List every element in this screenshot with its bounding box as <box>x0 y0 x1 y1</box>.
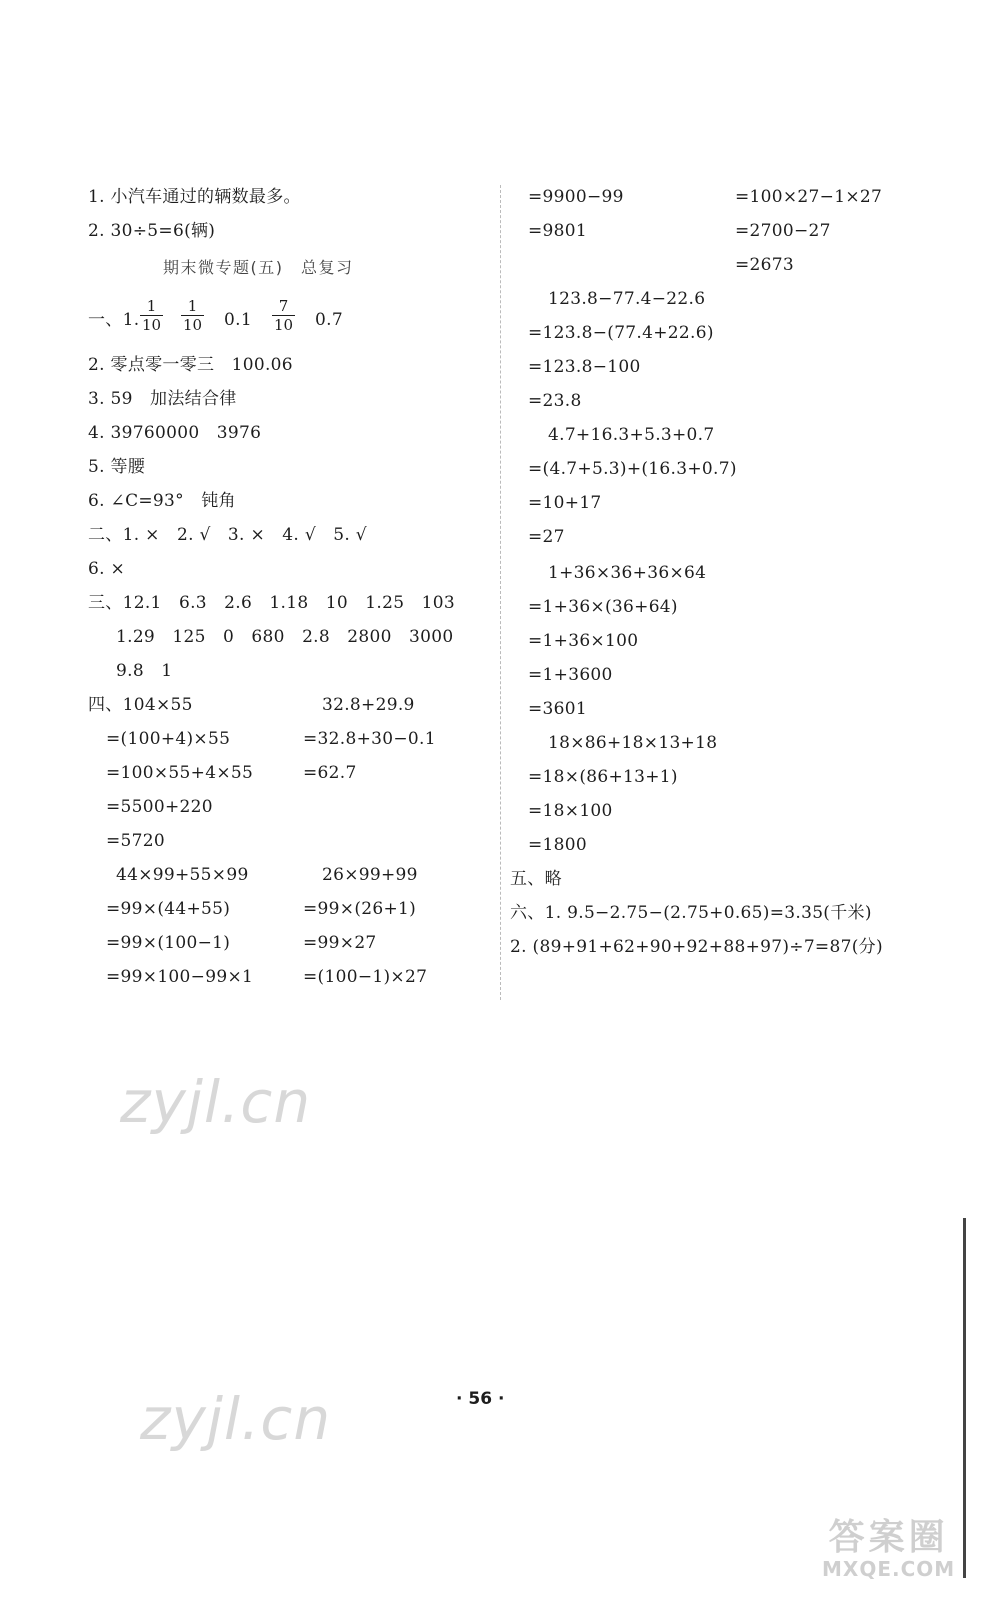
calc-step: =(100+4)×55 <box>106 729 231 749</box>
calc-head: 123.8−77.4−22.6 <box>548 289 706 309</box>
answer-value: 0.1 <box>224 310 252 330</box>
calc-step: =3601 <box>528 699 588 719</box>
calc-step: =123.8−(77.4+22.6) <box>528 323 714 343</box>
answer-line: 2. 零点零一零三 100.06 <box>88 355 293 375</box>
calc-step: =1+36×(36+64) <box>528 597 678 617</box>
answer-line: 五、略 <box>510 869 562 889</box>
calc-step: =9801 <box>528 221 588 241</box>
calc-head: 四、104×55 <box>88 695 193 715</box>
logo-text: 答案圈 <box>828 1517 949 1558</box>
answer-value: 0.7 <box>315 310 343 330</box>
calc-head: 4.7+16.3+5.3+0.7 <box>548 425 715 445</box>
section-title: 期末微专题(五) 总复习 <box>163 258 354 277</box>
calc-head: 44×99+55×99 <box>116 865 249 885</box>
answer-line: 一、1. <box>88 310 140 330</box>
answer-line: 3. 59 加法结合律 <box>88 389 237 409</box>
calc-step: =1+3600 <box>528 665 613 685</box>
calc-step: =99×(26+1) <box>303 899 417 919</box>
calc-step: =1+36×100 <box>528 631 639 651</box>
calc-step: =18×100 <box>528 801 613 821</box>
calc-step: =27 <box>528 527 565 547</box>
calc-step: =5500+220 <box>106 797 213 817</box>
answer-line: 2. 30÷5=6(辆) <box>88 221 216 241</box>
answer-line: 1.29 125 0 680 2.8 2800 3000 <box>116 627 454 647</box>
calc-head: 32.8+29.9 <box>322 695 415 715</box>
answer-line: 6. ∠C=93° 钝角 <box>88 491 236 511</box>
answer-line: 六、1. 9.5−2.75−(2.75+0.65)=3.35(千米) <box>510 903 872 923</box>
fraction-denominator: 10 <box>183 316 203 334</box>
answer-line: 9.8 1 <box>116 661 173 681</box>
fraction <box>181 298 204 333</box>
calc-step: =32.8+30−0.1 <box>303 729 436 749</box>
fraction-numerator: 7 <box>278 297 289 315</box>
calc-step: =(100−1)×27 <box>303 967 428 987</box>
page-number: · 56 · <box>456 1389 505 1409</box>
calc-step: =100×27−1×27 <box>735 187 883 207</box>
fraction-numerator: 1 <box>146 297 157 315</box>
calc-head: 1+36×36+36×64 <box>548 563 707 583</box>
calc-step: =99×(44+55) <box>106 899 231 919</box>
fraction-numerator: 1 <box>187 297 198 315</box>
calc-step: =62.7 <box>303 763 357 783</box>
fraction-denominator: 10 <box>142 316 162 334</box>
watermark: zyjl.cn <box>140 1385 332 1453</box>
answer-line: 二、1. × 2. √ 3. × 4. √ 5. √ <box>88 525 367 545</box>
fraction <box>272 298 295 333</box>
calc-step: =2700−27 <box>735 221 831 241</box>
scan-edge <box>963 1218 966 1578</box>
answer-line: 2. (89+91+62+90+92+88+97)÷7=87(分) <box>510 937 883 957</box>
calc-step: =5720 <box>106 831 166 851</box>
calc-step: =99×27 <box>303 933 377 953</box>
calc-step: =2673 <box>735 255 795 275</box>
calc-head: 18×86+18×13+18 <box>548 733 718 753</box>
logo-url: MXQE.COM <box>822 1557 956 1581</box>
answer-line: 6. × <box>88 559 126 579</box>
calc-step: =18×(86+13+1) <box>528 767 678 787</box>
calc-step: =99×(100−1) <box>106 933 231 953</box>
calc-step: =123.8−100 <box>528 357 641 377</box>
watermark: zyjl.cn <box>120 1068 312 1136</box>
calc-step: =(4.7+5.3)+(16.3+0.7) <box>528 459 737 479</box>
calc-step: =23.8 <box>528 391 582 411</box>
calc-step: =9900−99 <box>528 187 624 207</box>
fraction-denominator: 10 <box>274 316 294 334</box>
answer-line: 1. 小汽车通过的辆数最多。 <box>88 187 301 207</box>
calc-step: =1800 <box>528 835 588 855</box>
calc-step: =10+17 <box>528 493 602 513</box>
answer-line: 三、12.1 6.3 2.6 1.18 10 1.25 103 <box>88 593 456 613</box>
fraction <box>140 298 163 333</box>
logo <box>822 1518 955 1580</box>
calc-step: =99×100−99×1 <box>106 967 254 987</box>
answer-line: 5. 等腰 <box>88 457 146 477</box>
column-divider <box>500 185 501 1000</box>
answer-line: 4. 39760000 3976 <box>88 423 262 443</box>
calc-head: 26×99+99 <box>322 865 418 885</box>
calc-step: =100×55+4×55 <box>106 763 254 783</box>
